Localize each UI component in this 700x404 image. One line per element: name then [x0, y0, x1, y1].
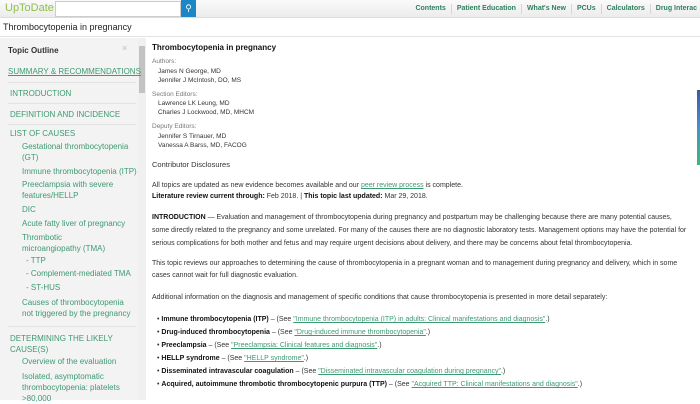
- label: This topic last updated:: [303, 193, 383, 200]
- review-dates: [152, 193, 428, 200]
- intro-line: some directly related to the pregnancy and some unrelated. For many of the causes there are no diagnostic laboratory tests. Management options may have the potential for: [152, 227, 687, 234]
- author-link[interactable]: James N George, MD: [158, 68, 221, 75]
- bullet-item: [157, 316, 550, 323]
- topic-link[interactable]: "Drug-induced immune thrombocytopenia": [294, 329, 426, 336]
- text: All topics are updated as new evidence becomes available and our: [152, 182, 361, 189]
- divider: [8, 326, 136, 327]
- text: – (See: [206, 342, 232, 349]
- editor-link[interactable]: Charles J Lockwood, MD, MHCM: [158, 109, 255, 116]
- top-header: [0, 0, 700, 18]
- outline-item[interactable]: DEFINITION AND INCIDENCE: [10, 110, 121, 119]
- bullet-item: [157, 342, 382, 349]
- paragraph-line: This topic reviews our approaches to determining the cause of thrombocytopenia in a pregnant woman and to management during pregnancy and delivery, which in some: [152, 260, 678, 267]
- divider: [8, 103, 136, 104]
- editor-link[interactable]: Jennifer S Tirnauer, MD: [158, 133, 227, 140]
- topic-link[interactable]: "Preeclampsia: Clinical features and diagnosis": [231, 342, 378, 349]
- outline-item[interactable]: LIST OF CAUSES: [10, 129, 76, 138]
- bullet-item: [157, 329, 430, 336]
- topic-title-bar: [0, 18, 700, 37]
- nav-contents[interactable]: Contents: [415, 5, 446, 12]
- outline-item[interactable]: - Complement-mediated TMA: [26, 269, 131, 278]
- nav-divider: [451, 4, 452, 14]
- outline-item[interactable]: Immune thrombocytopenia (ITP): [22, 167, 137, 176]
- topic-link[interactable]: "HELLP syndrome": [244, 355, 304, 362]
- bullet-item: [157, 355, 308, 362]
- bullet-icon: •: [157, 342, 162, 349]
- outline-item[interactable]: SUMMARY & RECOMMENDATIONS: [8, 67, 141, 76]
- outline-item[interactable]: Overview of the evaluation: [22, 357, 117, 366]
- nav-pcus[interactable]: PCUs: [576, 5, 596, 12]
- nav-drug-interactions[interactable]: Drug Interac: [655, 5, 697, 12]
- outline-item[interactable]: - ST-HUS: [26, 283, 61, 292]
- outline-item[interactable]: Isolated, asymptomatic thrombocytopenia: platelets >80,000: [22, 372, 120, 403]
- value: Feb 2018. |: [264, 193, 304, 200]
- outline-item[interactable]: - TTP: [26, 256, 46, 265]
- bullet-term: Acquired, autoimmune thrombotic thrombocytopenic purpura (TTP): [161, 381, 387, 388]
- author-link[interactable]: Jennifer J McIntosh, DO, MS: [158, 77, 242, 84]
- topic-link[interactable]: "Immune thrombocytopenia (ITP) in adults: Clinical manifestations and diagnosis": [293, 316, 546, 323]
- text: – (See: [268, 316, 294, 323]
- top-nav: [415, 4, 697, 14]
- contributor-disclosures-link[interactable]: Contributor Disclosures: [152, 160, 230, 169]
- topic-link[interactable]: "Disseminated intravascular coagulation during pregnancy": [318, 368, 501, 375]
- nav-divider: [571, 4, 572, 14]
- bullet-term: Preeclampsia: [161, 342, 207, 349]
- nav-patient-education[interactable]: Patient Education: [456, 5, 516, 12]
- divider: [8, 124, 136, 125]
- bullet-term: Drug-induced thrombocytopenia: [161, 329, 270, 336]
- outline-item[interactable]: Acute fatty liver of pregnancy: [22, 219, 126, 228]
- nav-calculators[interactable]: Calculators: [606, 5, 645, 12]
- topic-title: Thrombocytopenia in pregnancy: [3, 22, 132, 32]
- value: Mar 29, 2018.: [382, 193, 428, 200]
- paragraph-line: Additional information on the diagnosis and management of specific conditions that cause thrombocytopenia is presented in more detail separately:: [152, 294, 608, 301]
- nav-divider: [650, 4, 651, 14]
- article-title: Thrombocytopenia in pregnancy: [152, 43, 277, 52]
- paragraph-line: cases cannot wait for full diagnostic evaluation.: [152, 272, 298, 279]
- bullet-icon: •: [157, 381, 162, 388]
- section-heading: INTRODUCTION: [152, 214, 206, 221]
- nav-divider: [601, 4, 602, 14]
- text: — Evaluation and management of thrombocytopenia during pregnancy and postpartum may be challenging because there are many potential causes,: [205, 214, 672, 221]
- intro-line: [152, 214, 672, 221]
- text: .): [377, 342, 382, 349]
- text: – (See: [293, 368, 319, 375]
- text: – (See: [269, 329, 295, 336]
- nav-divider: [521, 4, 522, 14]
- search-button[interactable]: [181, 0, 196, 17]
- text: .): [425, 329, 431, 336]
- text: is complete.: [423, 182, 463, 189]
- outline-item[interactable]: Thrombotic microangiopathy (TMA): [22, 233, 106, 253]
- outline-item[interactable]: DIC: [22, 205, 36, 214]
- text: – (See: [219, 355, 245, 362]
- bullet-icon: •: [157, 368, 162, 375]
- divider: [8, 82, 136, 83]
- editor-link[interactable]: Vanessa A Barss, MD, FACOG: [158, 142, 247, 149]
- deputy-editors-label: Deputy Editors:: [152, 123, 197, 130]
- bullet-icon: •: [157, 329, 162, 336]
- text: .): [303, 355, 309, 362]
- bullet-item: [157, 381, 582, 388]
- nav-whats-new[interactable]: What's New: [526, 5, 566, 12]
- section-editors-label: Section Editors:: [152, 91, 198, 98]
- peer-review-link[interactable]: peer review process: [360, 182, 424, 189]
- search-input[interactable]: [55, 1, 181, 17]
- intro-line: serious complications for both mother and fetus and may require urgent decisions about delivery, and there may be concerns about fetal thrombocytopenia.: [152, 240, 633, 247]
- bullet-term: Disseminated intravascular coagulation: [161, 368, 294, 375]
- authors-label: Authors:: [152, 58, 177, 65]
- outline-item[interactable]: DETERMINING THE LIKELY CAUSE(S): [10, 334, 113, 354]
- update-note: [152, 182, 463, 189]
- bullet-term: Immune thrombocytopenia (ITP): [161, 316, 269, 323]
- topic-link[interactable]: "Acquired TTP: Clinical manifestations and diagnosis": [411, 381, 578, 388]
- text: .): [545, 316, 550, 323]
- editor-link[interactable]: Lawrence LK Leung, MD: [158, 100, 230, 107]
- outline-item[interactable]: Causes of thrombocytopenia not triggered by the pregnancy: [22, 298, 131, 318]
- outline-item[interactable]: INTRODUCTION: [10, 89, 72, 98]
- bullet-term: HELLP syndrome: [161, 355, 220, 362]
- bullet-icon: •: [157, 355, 162, 362]
- text: .): [577, 381, 583, 388]
- bullet-item: [157, 368, 505, 375]
- close-outline-icon[interactable]: ×: [122, 43, 128, 53]
- search-icon: ⚲: [185, 3, 192, 13]
- outline-item[interactable]: Preeclampsia with severe features/HELLP: [22, 180, 114, 200]
- outline-item[interactable]: Gestational thrombocytopenia (GT): [22, 142, 129, 162]
- text: – (See: [386, 381, 412, 388]
- uptodate-logo[interactable]: UpToDate: [5, 2, 54, 14]
- outline-heading: Topic Outline: [8, 46, 59, 55]
- text: .): [500, 368, 506, 375]
- label: Literature review current through:: [152, 193, 265, 200]
- bullet-icon: •: [157, 316, 162, 323]
